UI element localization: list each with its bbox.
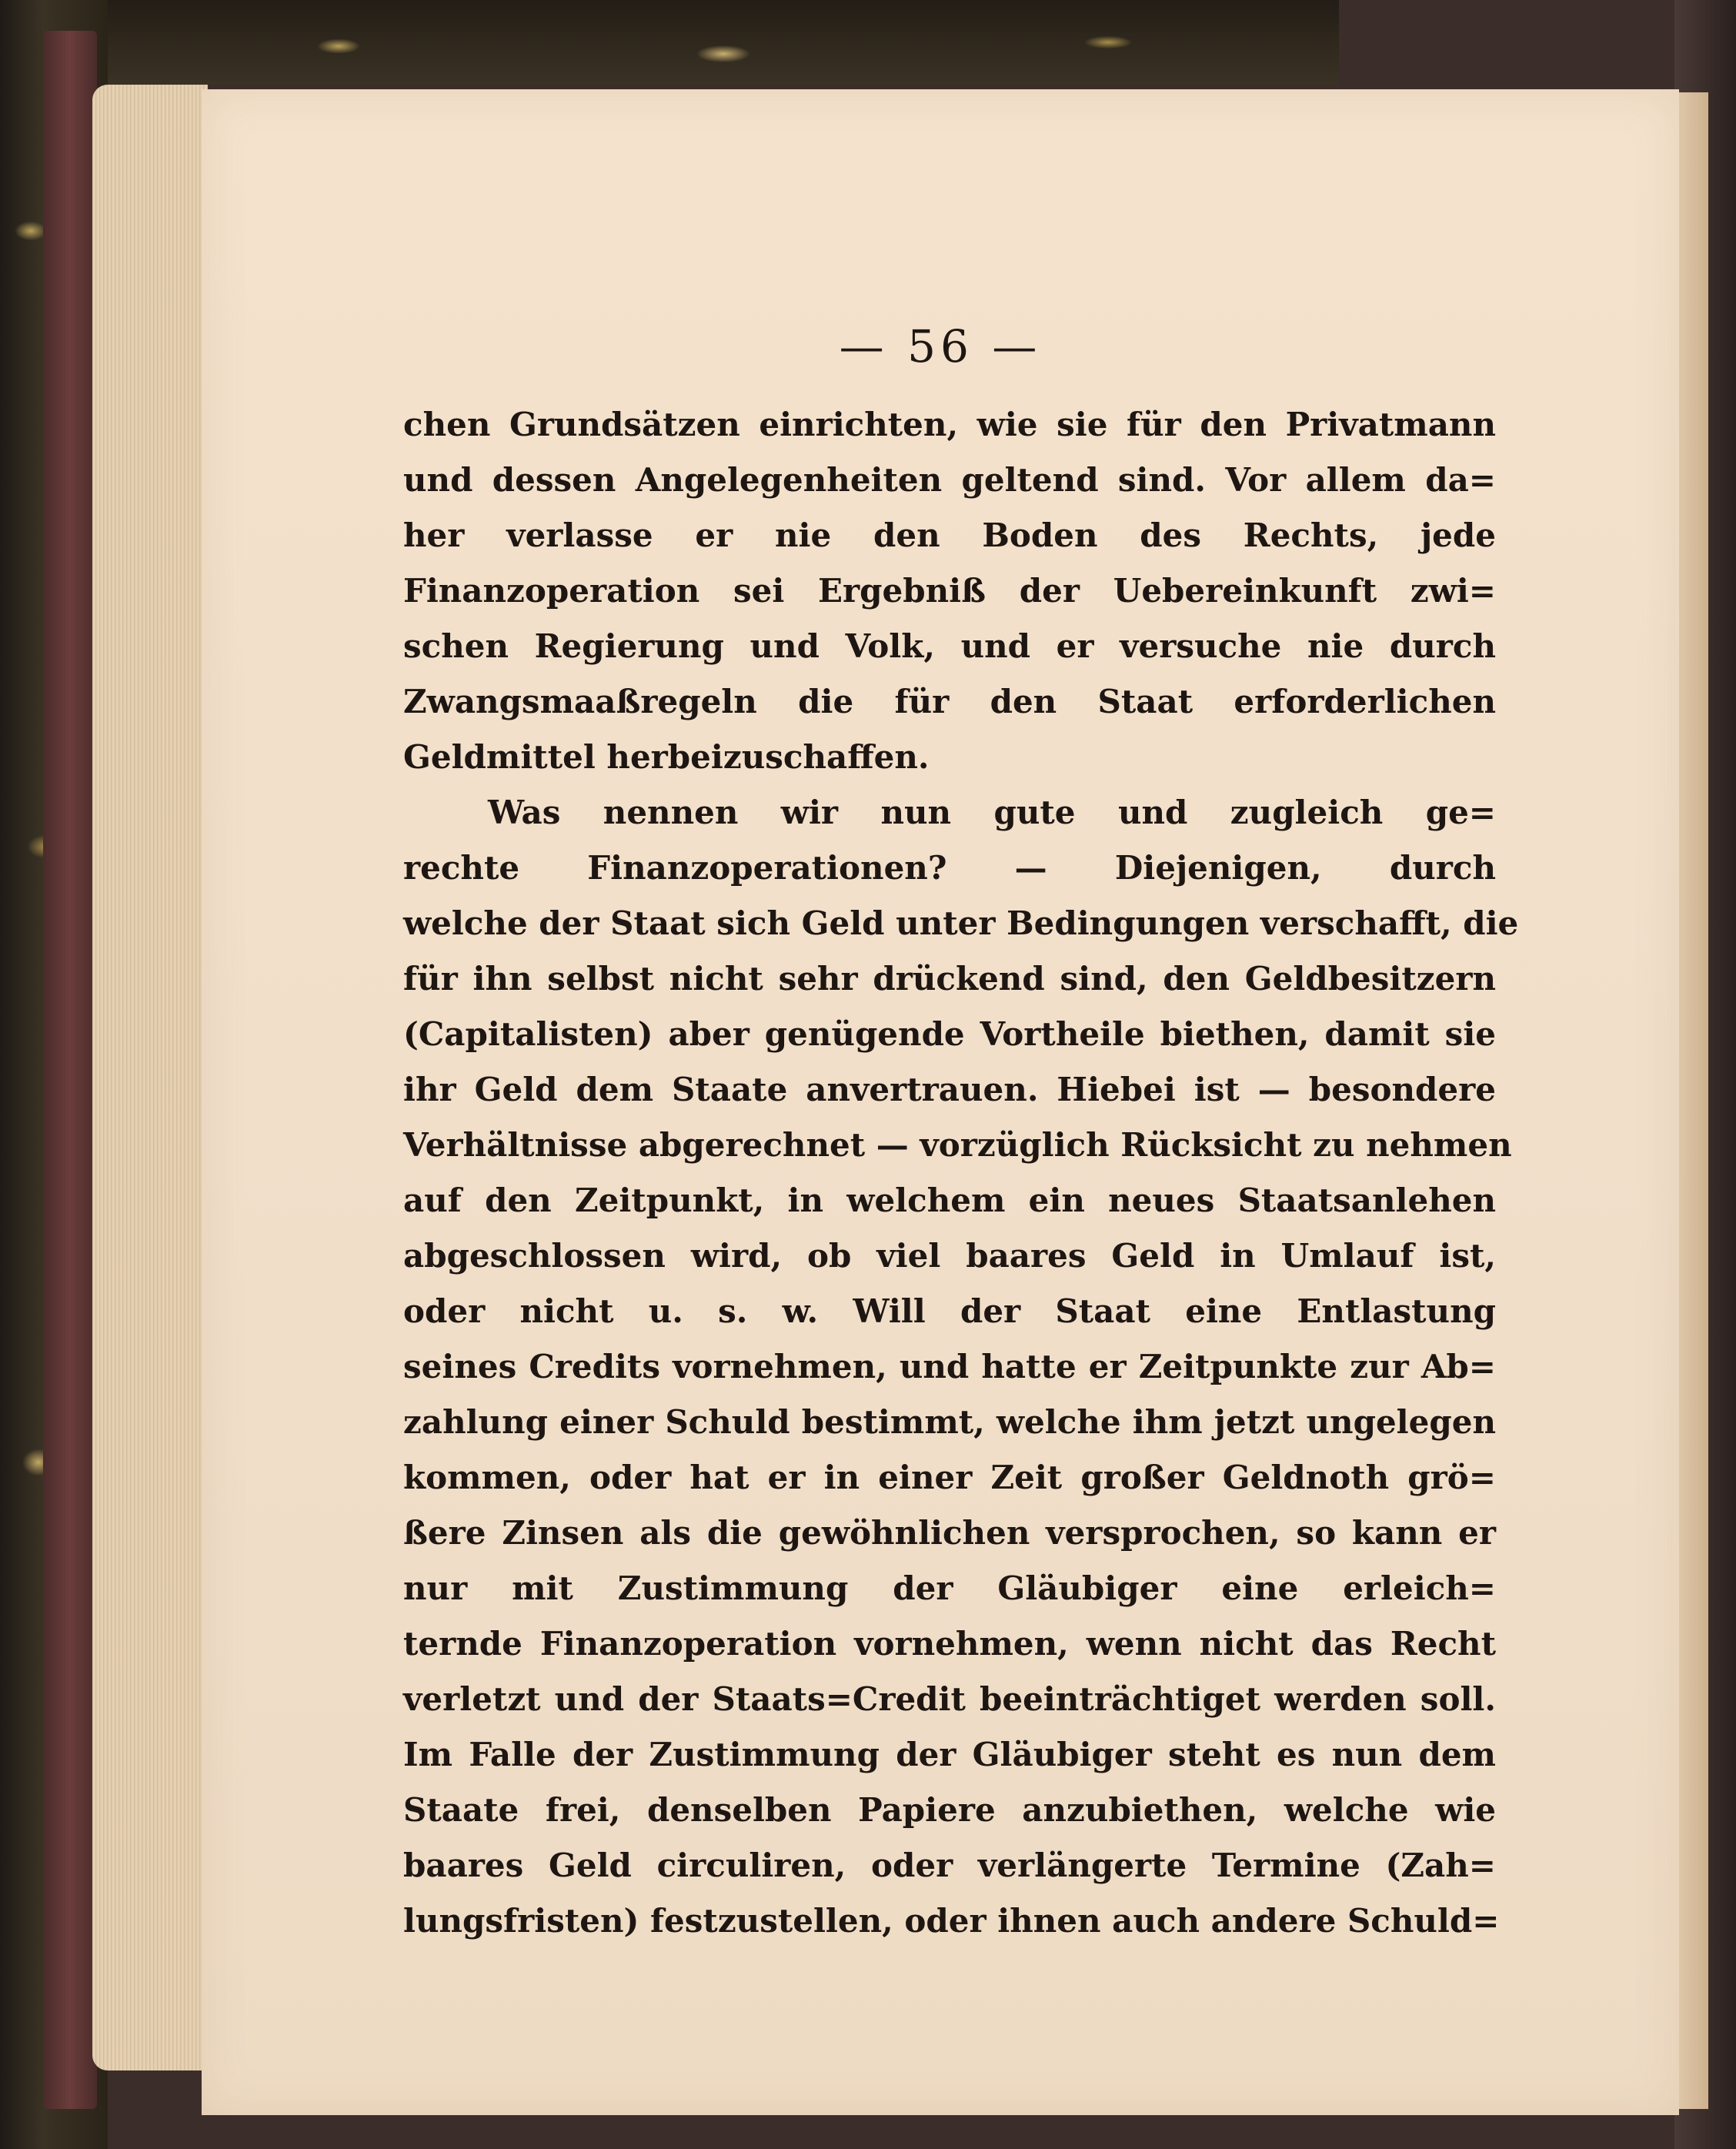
text-line: schen Regierung und Volk, und er versuche nie durch (403, 627, 1496, 665)
text-line: kommen, oder hat er in einer Zeit großer Geldnoth grö= (403, 1459, 1496, 1496)
text-line: her verlasse er nie den Boden des Rechts, jede (403, 516, 1496, 554)
marbled-cover-top (108, 0, 1339, 85)
text-line: für ihn selbst nicht sehr drückend sind, den Geldbesitzern (403, 960, 1496, 998)
text-line: abgeschlossen wird, ob viel baares Geld in Umlauf ist, (403, 1237, 1496, 1275)
leather-spine (43, 31, 97, 2109)
text-line: ternde Finanzoperation vornehmen, wenn nicht das Recht (403, 1625, 1496, 1663)
text-line: Verhältnisse abgerechnet — vorzüglich Rücksicht zu nehmen (403, 1126, 1512, 1164)
text-line: zahlung einer Schuld bestimmt, welche ihm jetzt ungelegen (403, 1403, 1496, 1441)
text-line: oder nicht u. s. w. Will der Staat eine Entlastung (403, 1292, 1496, 1330)
text-line: seines Credits vornehmen, und hatte er Zeitpunkte zur Ab= (403, 1348, 1496, 1385)
text-line: auf den Zeitpunkt, in welchem ein neues Staatsanlehen (403, 1181, 1496, 1219)
page-number: — 56 — (839, 320, 1042, 373)
text-line: Finanzoperation sei Ergebniß der Uebereinkunft zwi= (403, 572, 1496, 610)
text-line: ihr Geld dem Staate anvertrauen. Hiebei ist — besondere (403, 1071, 1496, 1108)
text-line: verletzt und der Staats=Credit beeinträchtiget werden soll. (403, 1680, 1496, 1718)
text-line: welche der Staat sich Geld unter Bedingungen verschafft, die (403, 904, 1519, 942)
body-text (403, 397, 1519, 1949)
book-page (202, 89, 1679, 2115)
text-line: und dessen Angelegenheiten geltend sind. Vor allem da= (403, 461, 1496, 499)
text-line: Was nennen wir nun gute und zugleich ge= (488, 794, 1496, 831)
text-line: Im Falle der Zustimmung der Gläubiger steht es nun dem (403, 1736, 1496, 1773)
text-line: rechte Finanzoperationen? — Diejenigen, durch (403, 849, 1496, 887)
text-line: (Capitalisten) aber genügende Vortheile biethen, damit sie (403, 1015, 1496, 1053)
text-line: lungsfristen) festzustellen, oder ihnen auch andere Schuld= (403, 1902, 1500, 1940)
text-line: Zwangsmaaßregeln die für den Staat erforderlichen (403, 683, 1496, 720)
text-line: chen Grundsätzen einrichten, wie sie für den Privatmann (403, 406, 1496, 443)
text-line: Staate frei, denselben Papiere anzubiethen, welche wie (403, 1791, 1496, 1829)
text-line: Geldmittel herbeizuschaffen. (403, 738, 930, 776)
text-line: nur mit Zustimmung der Gläubiger eine erleich= (403, 1569, 1496, 1607)
page-stack-edges (92, 85, 208, 2070)
text-line: ßere Zinsen als die gewöhnlichen versprochen, so kann er (403, 1514, 1496, 1552)
text-line: baares Geld circuliren, oder verlängerte Termine (Zah= (403, 1847, 1496, 1884)
